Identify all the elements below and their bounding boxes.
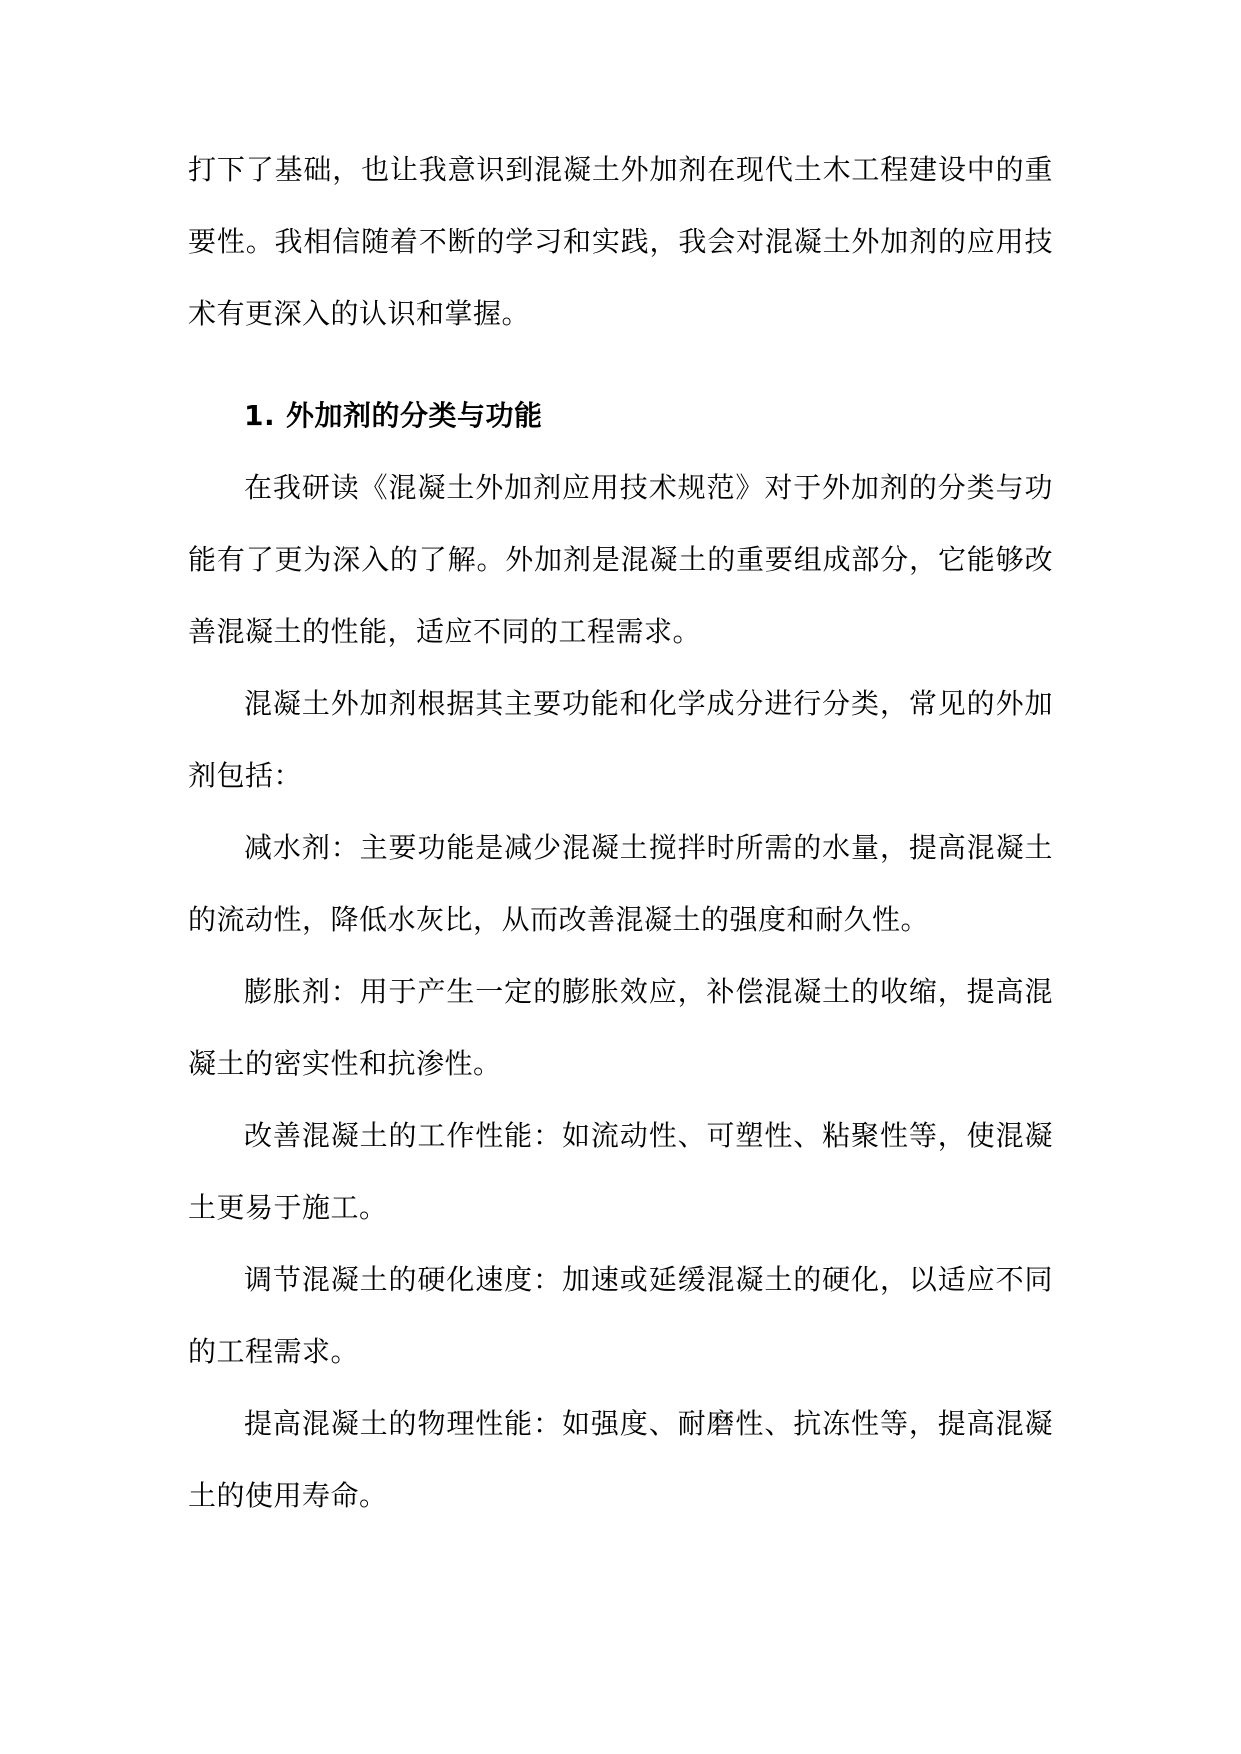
section-number: 1.	[244, 399, 276, 432]
section-title: 外加剂的分类与功能	[286, 399, 543, 432]
paragraph-physical-properties: 提高混凝土的物理性能：如强度、耐磨性、抗冻性等，提高混凝土的使用寿命。	[188, 1407, 1053, 1512]
paragraph-expansion-agent: 膨胀剂：用于产生一定的膨胀效应，补偿混凝土的收缩，提高混凝土的密实性和抗渗性。	[188, 975, 1053, 1080]
document-body	[188, 134, 1053, 1532]
paragraph-water-reducer: 减水剂：主要功能是减少混凝土搅拌时所需的水量，提高混凝土的流动性，降低水灰比，从而改善混凝土的强度和耐久性。	[188, 831, 1053, 936]
paragraph-hardening-speed: 调节混凝土的硬化速度：加速或延缓混凝土的硬化，以适应不同的工程需求。	[188, 1263, 1053, 1368]
paragraph-workability: 改善混凝土的工作性能：如流动性、可塑性、粘聚性等，使混凝土更易于施工。	[188, 1119, 1053, 1224]
paragraph-classification: 混凝土外加剂根据其主要功能和化学成分进行分类，常见的外加剂包括：	[188, 687, 1053, 792]
section-heading	[188, 380, 1053, 452]
continued-paragraph: 打下了基础，也让我意识到混凝土外加剂在现代土木工程建设中的重要性。我相信随着不断的学习和实践，我会对混凝土外加剂的应用技术有更深入的认识和掌握。	[188, 153, 1053, 330]
paragraph-intro: 在我研读《混凝土外加剂应用技术规范》对于外加剂的分类与功能有了更为深入的了解。外加剂是混凝土的重要组成部分，它能够改善混凝土的性能，适应不同的工程需求。	[188, 471, 1053, 648]
